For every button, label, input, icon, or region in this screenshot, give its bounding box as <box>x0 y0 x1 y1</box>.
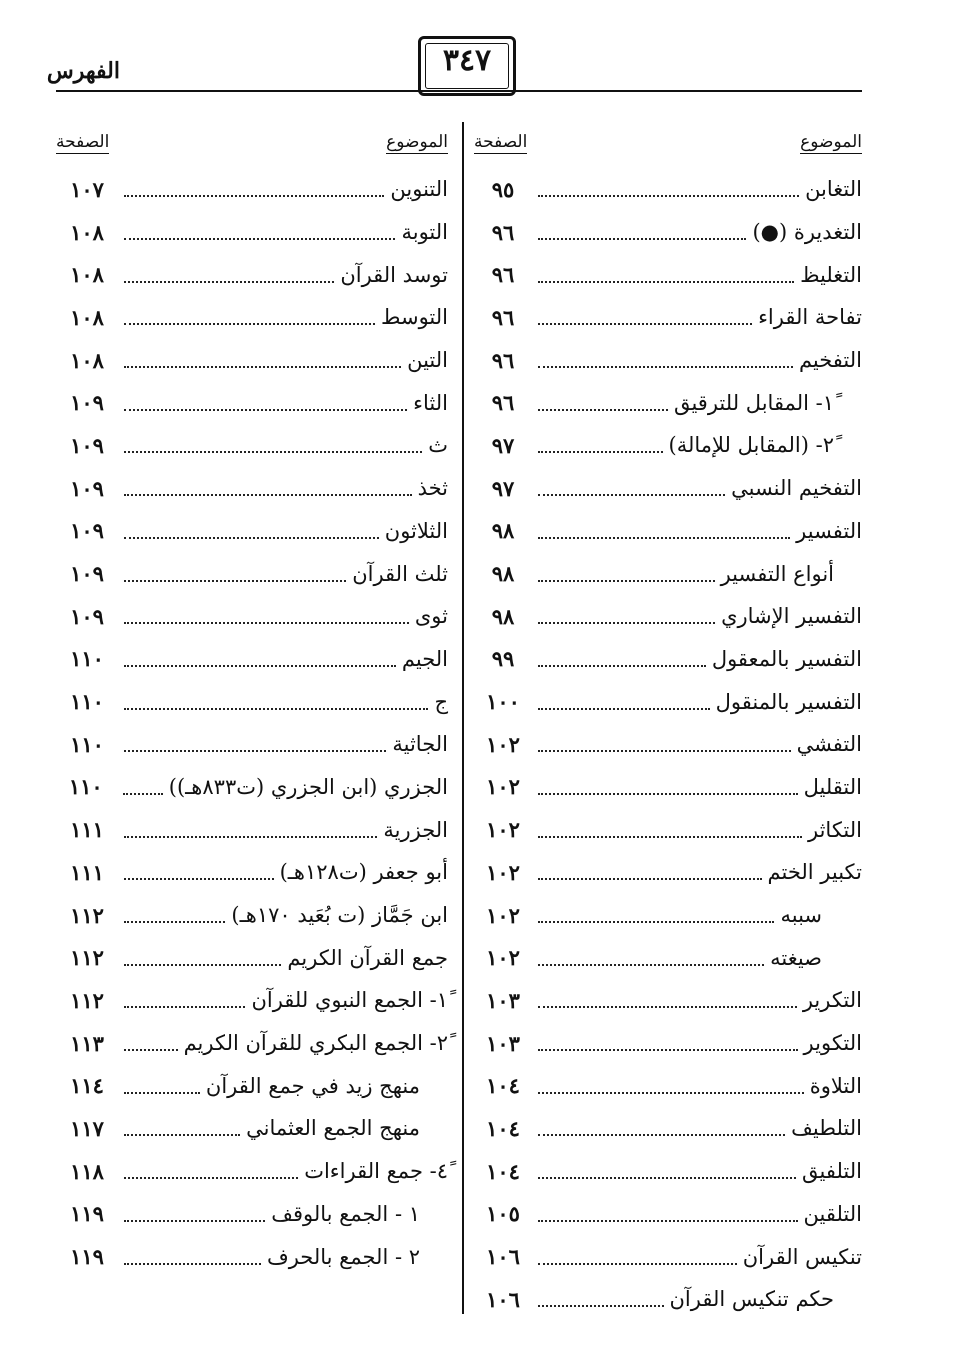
entry-page-number: ١٠٩ <box>70 390 104 416</box>
index-entry <box>474 808 862 851</box>
entry-topic: صيغته <box>770 945 822 970</box>
index-entry <box>56 1107 448 1150</box>
entry-page-number: ١٠٣ <box>486 1030 520 1056</box>
entry-page-number: ١١٧ <box>70 1115 104 1141</box>
dot-leader <box>124 1134 240 1136</box>
index-entry <box>56 936 448 979</box>
entry-topic: منهج الجمع العثماني <box>246 1116 420 1141</box>
entry-topic: حكم تنكيس القرآن <box>669 1287 834 1312</box>
entry-page-number: ٩٧ <box>491 475 515 501</box>
entry-topic: توسد القرآن <box>340 262 448 287</box>
entry-page-number: ١٠٩ <box>70 475 104 501</box>
entry-page-number: ١١٩ <box>70 1244 104 1270</box>
dot-leader <box>124 878 274 880</box>
entry-page-number: ١١٩ <box>70 1201 104 1227</box>
entry-page-number: ٩٦ <box>491 219 515 245</box>
entry-page-number: ٩٨ <box>491 603 515 629</box>
entry-topic: التغليظ <box>800 262 862 287</box>
dot-leader <box>124 1049 178 1051</box>
entry-topic: ثلث القرآن <box>352 561 448 586</box>
column-header <box>474 128 862 168</box>
dot-leader <box>124 451 422 453</box>
index-entry <box>474 894 862 937</box>
dot-leader <box>124 238 395 240</box>
dot-leader <box>538 195 799 197</box>
dot-leader <box>124 921 225 923</box>
index-entry <box>474 936 862 979</box>
entry-page-number: ١٠٣ <box>486 987 520 1013</box>
entry-page-number: ٩٦ <box>491 304 515 330</box>
entry-page-number: ١٠٢ <box>486 774 520 800</box>
index-entry <box>474 1022 862 1065</box>
dot-leader <box>124 750 386 752</box>
entry-topic: ١ً- الجمع النبوي للقرآن <box>251 988 448 1013</box>
dot-leader <box>538 1220 798 1222</box>
dot-leader <box>538 580 715 582</box>
dot-leader <box>538 964 764 966</box>
entry-topic: التغابن <box>805 177 862 202</box>
index-entry <box>56 894 448 937</box>
entry-page-number: ٩٥ <box>491 176 515 202</box>
dot-leader <box>124 708 428 710</box>
dot-leader <box>124 537 379 539</box>
dot-leader <box>538 1049 798 1051</box>
entry-topic: التكوير <box>803 1031 862 1056</box>
index-entry <box>474 339 862 382</box>
entry-topic: التفسير بالمنقول <box>715 689 862 714</box>
dot-leader <box>124 1092 200 1094</box>
topic-header: الموضوع <box>800 132 862 152</box>
entry-page-number: ١٠٢ <box>486 859 520 885</box>
index-entry <box>56 638 448 681</box>
page-header: الصفحة <box>474 132 528 152</box>
entry-topic: التقليل <box>803 774 862 799</box>
header-rule <box>56 90 862 92</box>
index-entry <box>474 211 862 254</box>
index-entry <box>474 381 862 424</box>
dot-leader <box>538 409 668 411</box>
entry-page-number: ١١٢ <box>70 987 104 1013</box>
entry-topic: التفشي <box>796 732 862 757</box>
index-entry <box>474 723 862 766</box>
entry-page-number: ١١١ <box>70 817 104 843</box>
index-entry <box>474 253 862 296</box>
entry-page-number: ١٠٩ <box>70 561 104 587</box>
entry-topic: التلاوة <box>809 1073 862 1098</box>
entry-page-number: ١١٢ <box>70 902 104 928</box>
entry-page-number: ١٠٦ <box>486 1244 520 1270</box>
index-column-left <box>56 128 448 1278</box>
index-entry <box>56 339 448 382</box>
entry-topic: الجيم <box>401 646 448 671</box>
entry-topic: ١ - الجمع بالوقف <box>271 1201 420 1226</box>
page-header: الصفحة <box>56 132 110 152</box>
entry-topic: سببه <box>780 903 822 928</box>
entry-page-number: ١٠٩ <box>70 603 104 629</box>
dot-leader <box>538 750 791 752</box>
index-entry <box>56 211 448 254</box>
entry-page-number: ١٠٠ <box>486 689 520 715</box>
entry-topic: أبو جعفر (ت١٢٨هـ) <box>279 860 448 885</box>
index-entry <box>474 467 862 510</box>
dot-leader <box>538 921 774 923</box>
entry-topic: أنواع التفسير <box>720 561 834 586</box>
entry-topic: التفسير الإشاري <box>721 604 862 629</box>
entry-topic: التوبة <box>401 220 448 245</box>
index-entry <box>56 766 448 809</box>
index-entry <box>56 296 448 339</box>
index-entry <box>56 1064 448 1107</box>
dot-leader <box>538 281 794 283</box>
entry-topic: التلقين <box>803 1201 862 1226</box>
index-entry <box>474 595 862 638</box>
index-entry <box>56 510 448 553</box>
dot-leader <box>538 708 710 710</box>
entry-topic: التين <box>407 348 448 373</box>
index-entry <box>474 851 862 894</box>
entry-page-number: ١٠٩ <box>70 432 104 458</box>
index-entry <box>56 424 448 467</box>
dot-leader <box>124 665 396 667</box>
dot-leader <box>123 793 163 795</box>
index-entry <box>474 1235 862 1278</box>
index-entry <box>474 1064 862 1107</box>
dot-leader <box>124 195 384 197</box>
entry-page-number: ١١٠ <box>68 774 103 800</box>
dot-leader <box>538 494 725 496</box>
index-entry <box>56 1235 448 1278</box>
dot-leader <box>538 1305 664 1307</box>
entry-page-number: ١٠٤ <box>486 1073 520 1099</box>
entry-page-number: ١١٤ <box>70 1073 104 1099</box>
dot-leader <box>124 1006 245 1008</box>
index-entry <box>56 808 448 851</box>
entry-page-number: ١٠٢ <box>486 945 520 971</box>
entry-page-number: ١٠٧ <box>70 176 104 202</box>
dot-leader <box>538 537 790 539</box>
entry-topic: التغديرة (●) <box>752 220 862 245</box>
entry-topic: تكبير الختم <box>767 860 862 885</box>
entry-topic: التوسط <box>381 305 448 330</box>
dot-leader <box>538 622 715 624</box>
dot-leader <box>124 580 346 582</box>
entry-topic: ٢ً- الجمع البكري للقرآن الكريم <box>183 1031 448 1056</box>
entry-topic: التكاثر <box>808 817 862 842</box>
dot-leader <box>538 366 793 368</box>
entry-page-number: ٩٩ <box>491 646 515 672</box>
entry-topic: التفسير <box>796 518 862 543</box>
dot-leader <box>124 964 281 966</box>
entry-page-number: ٩٦ <box>491 347 515 373</box>
entry-page-number: ٩٨ <box>491 561 515 587</box>
topic-header: الموضوع <box>386 132 448 152</box>
dot-leader <box>538 1263 737 1265</box>
entry-topic: التكرير <box>802 988 862 1013</box>
index-entry <box>56 595 448 638</box>
entry-page-number: ١٠٢ <box>486 731 520 757</box>
index-entry <box>56 723 448 766</box>
entry-topic: تفاحة القراء <box>758 305 862 330</box>
page-header-title: الفهرس <box>46 58 120 84</box>
entry-page-number: ١٠٨ <box>70 347 104 373</box>
entry-page-number: ١٠٦ <box>486 1286 520 1312</box>
index-entry <box>56 851 448 894</box>
entry-topic: ثوى <box>414 604 448 629</box>
index-entry <box>56 680 448 723</box>
entry-topic: ث <box>428 433 448 458</box>
entry-page-number: ١١٨ <box>70 1158 104 1184</box>
dot-leader <box>124 622 409 624</box>
entry-topic: التنوين <box>390 177 448 202</box>
entry-page-number: ٩٦ <box>491 262 515 288</box>
dot-leader <box>538 1134 785 1136</box>
entry-topic: الجاثية <box>392 732 448 757</box>
index-entry <box>56 253 448 296</box>
entry-topic: الثلاثون <box>384 518 448 543</box>
dot-leader <box>124 366 401 368</box>
index-entry <box>56 467 448 510</box>
entry-topic: التفخيم <box>798 348 862 373</box>
dot-leader <box>124 409 407 411</box>
index-entry <box>474 510 862 553</box>
dot-leader <box>538 1006 797 1008</box>
entry-topic: منهج زيد في جمع القرآن <box>205 1073 420 1098</box>
dot-leader <box>538 323 752 325</box>
entry-page-number: ١٠٨ <box>70 304 104 330</box>
entry-topic: الثاء <box>413 390 448 415</box>
index-column-right <box>474 128 862 1321</box>
column-divider <box>462 122 464 1314</box>
index-entry <box>474 638 862 681</box>
index-entry <box>474 766 862 809</box>
dot-leader <box>124 281 334 283</box>
entry-topic: ٢ً- (المقابل للإمالة) <box>668 433 834 458</box>
index-entry <box>474 168 862 211</box>
entry-page-number: ٩٧ <box>491 432 515 458</box>
entry-page-number: ١٠٤ <box>486 1158 520 1184</box>
dot-leader <box>538 1177 796 1179</box>
entry-topic: ١ً- المقابل للترقيق <box>673 390 834 415</box>
dot-leader <box>124 494 412 496</box>
dot-leader <box>538 451 663 453</box>
entry-page-number: ١١٣ <box>70 1030 104 1056</box>
entry-page-number: ١٠٥ <box>486 1201 520 1227</box>
entry-page-number: ١٠٢ <box>486 817 520 843</box>
entry-topic: ٢ - الجمع بالحرف <box>266 1244 420 1269</box>
entry-page-number: ١٠٨ <box>70 262 104 288</box>
index-entry <box>474 424 862 467</box>
dot-leader <box>538 665 706 667</box>
entry-page-number: ١٠٩ <box>70 518 104 544</box>
index-entry <box>474 552 862 595</box>
dot-leader <box>538 1092 804 1094</box>
index-entry <box>474 979 862 1022</box>
index-entry <box>474 1193 862 1236</box>
entry-topic: تنكيس القرآن <box>742 1244 862 1269</box>
entry-page-number: ١١٠ <box>70 731 104 757</box>
index-entry <box>56 1022 448 1065</box>
dot-leader <box>538 238 746 240</box>
dot-leader <box>538 836 802 838</box>
index-entry <box>474 680 862 723</box>
dot-leader <box>538 878 762 880</box>
dot-leader <box>538 793 798 795</box>
entry-topic: ثخذ <box>417 476 448 501</box>
index-entry <box>56 552 448 595</box>
dot-leader <box>124 1177 298 1179</box>
index-entry <box>474 1278 862 1321</box>
index-entry <box>56 1150 448 1193</box>
entry-page-number: ٩٦ <box>491 390 515 416</box>
entry-page-number: ١٠٢ <box>486 902 520 928</box>
dot-leader <box>124 1263 261 1265</box>
entry-page-number: ١١١ <box>70 859 104 885</box>
entry-page-number: ١٠٤ <box>486 1115 520 1141</box>
entry-topic: ابن جَمَّاز (ت بُعَيد ١٧٠هـ) <box>231 903 448 928</box>
entry-page-number: ١١٠ <box>70 646 104 672</box>
entry-topic: الجزري (ابن الجزري (ت٨٣٣هـ)) <box>168 774 448 799</box>
index-entry <box>474 296 862 339</box>
entry-topic: جمع القرآن الكريم <box>287 945 448 970</box>
entry-page-number: ٩٨ <box>491 518 515 544</box>
index-entry <box>474 1107 862 1150</box>
entry-page-number: ١١٠ <box>70 689 104 715</box>
entry-page-number: ١١٢ <box>70 945 104 971</box>
index-entry <box>56 1193 448 1236</box>
entry-topic: التلطيف <box>791 1116 862 1141</box>
dot-leader <box>124 323 375 325</box>
page-number-box <box>418 36 516 96</box>
dot-leader <box>124 1220 265 1222</box>
entry-topic: التفخيم النسبي <box>731 476 862 501</box>
entry-topic: ج <box>434 689 448 714</box>
column-header <box>56 128 448 168</box>
entry-page-number: ١٠٨ <box>70 219 104 245</box>
index-entry <box>56 979 448 1022</box>
page-number: ٣٤٧ <box>442 43 492 78</box>
entry-topic: ٤ً- جمع القراءات <box>304 1159 448 1184</box>
entry-topic: التلفيق <box>802 1159 862 1184</box>
entry-topic: التفسير بالمعقول <box>711 646 862 671</box>
index-entry <box>56 168 448 211</box>
dot-leader <box>124 836 377 838</box>
entry-topic: الجزرية <box>383 817 448 842</box>
index-entry <box>474 1150 862 1193</box>
index-entry <box>56 381 448 424</box>
